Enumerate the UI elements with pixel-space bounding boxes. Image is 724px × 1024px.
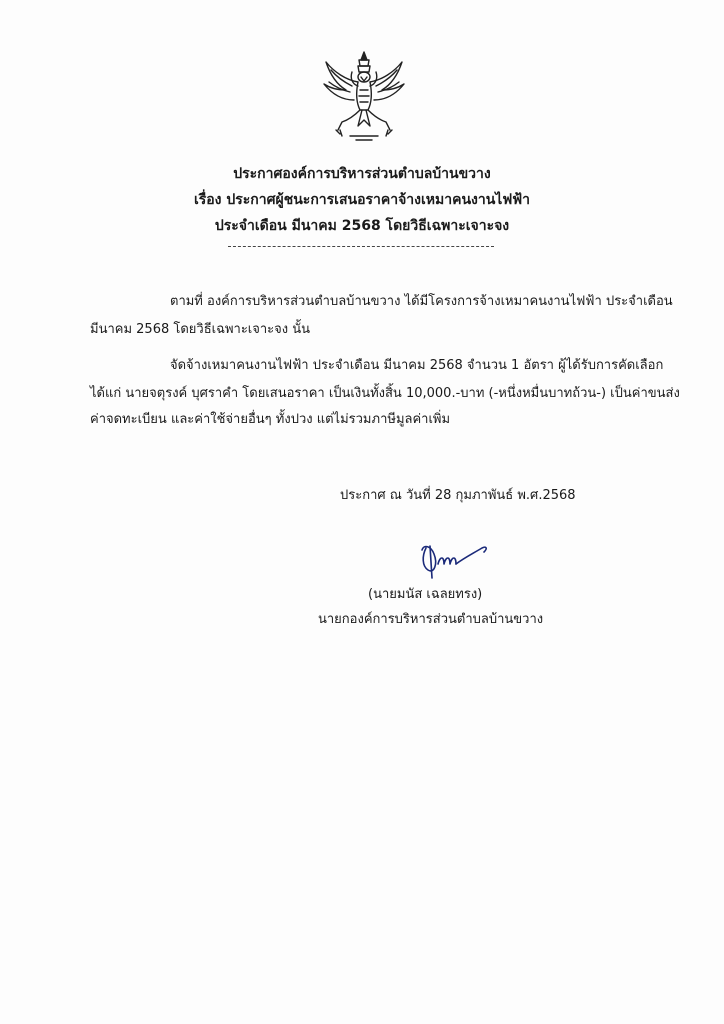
- garuda-emblem-icon: [322, 50, 406, 144]
- signer-title: นายกองค์การบริหารส่วนตำบลบ้านขวาง: [318, 612, 544, 627]
- paragraph-2-line-1: จัดจ้างเหมาคนงานไฟฟ้า ประจำเดือน มีนาคม 2568 จำนวน 1 อัตรา ผู้ได้รับการคัดเลือก: [170, 358, 664, 373]
- signer-name: (นายมนัส เฉลยทรง): [368, 587, 483, 602]
- paragraph-2-line-3: ค่าจดทะเบียน และค่าใช้จ่ายอื่นๆ ทั้งปวง แต่ไม่รวมภาษีมูลค่าเพิ่ม: [90, 412, 451, 427]
- handwritten-signature-icon: [416, 538, 492, 580]
- document-title-line-1: ประกาศองค์การบริหารส่วนตำบลบ้านขวาง: [233, 166, 491, 182]
- announcement-date: ประกาศ ณ วันที่ 28 กุมภาพันธ์ พ.ศ.2568: [340, 488, 576, 503]
- paragraph-1-line-1: ตามที่ องค์การบริหารส่วนตำบลบ้านขวาง ได้มีโครงการจ้างเหมาคนงานไฟฟ้า ประจำเดือน: [170, 294, 673, 309]
- paragraph-2-line-2: ได้แก่ นายจตุรงค์ บุศราคำ โดยเสนอราคา เป็นเงินทั้งสิ้น 10,000.-บาท (-หนึ่งหมื่นบาทถ้วน-) เป็นค่าขนส่ง: [90, 386, 680, 401]
- header-divider: [228, 246, 494, 247]
- document-subject-line: เรื่อง ประกาศผู้ชนะการเสนอราคาจ้างเหมาคนงานไฟฟ้า: [193, 192, 531, 208]
- paragraph-1-line-2: มีนาคม 2568 โดยวิธีเฉพาะเจาะจง นั้น: [90, 322, 311, 337]
- document-period-line: ประจำเดือน มีนาคม 2568 โดยวิธีเฉพาะเจาะจง: [214, 218, 510, 234]
